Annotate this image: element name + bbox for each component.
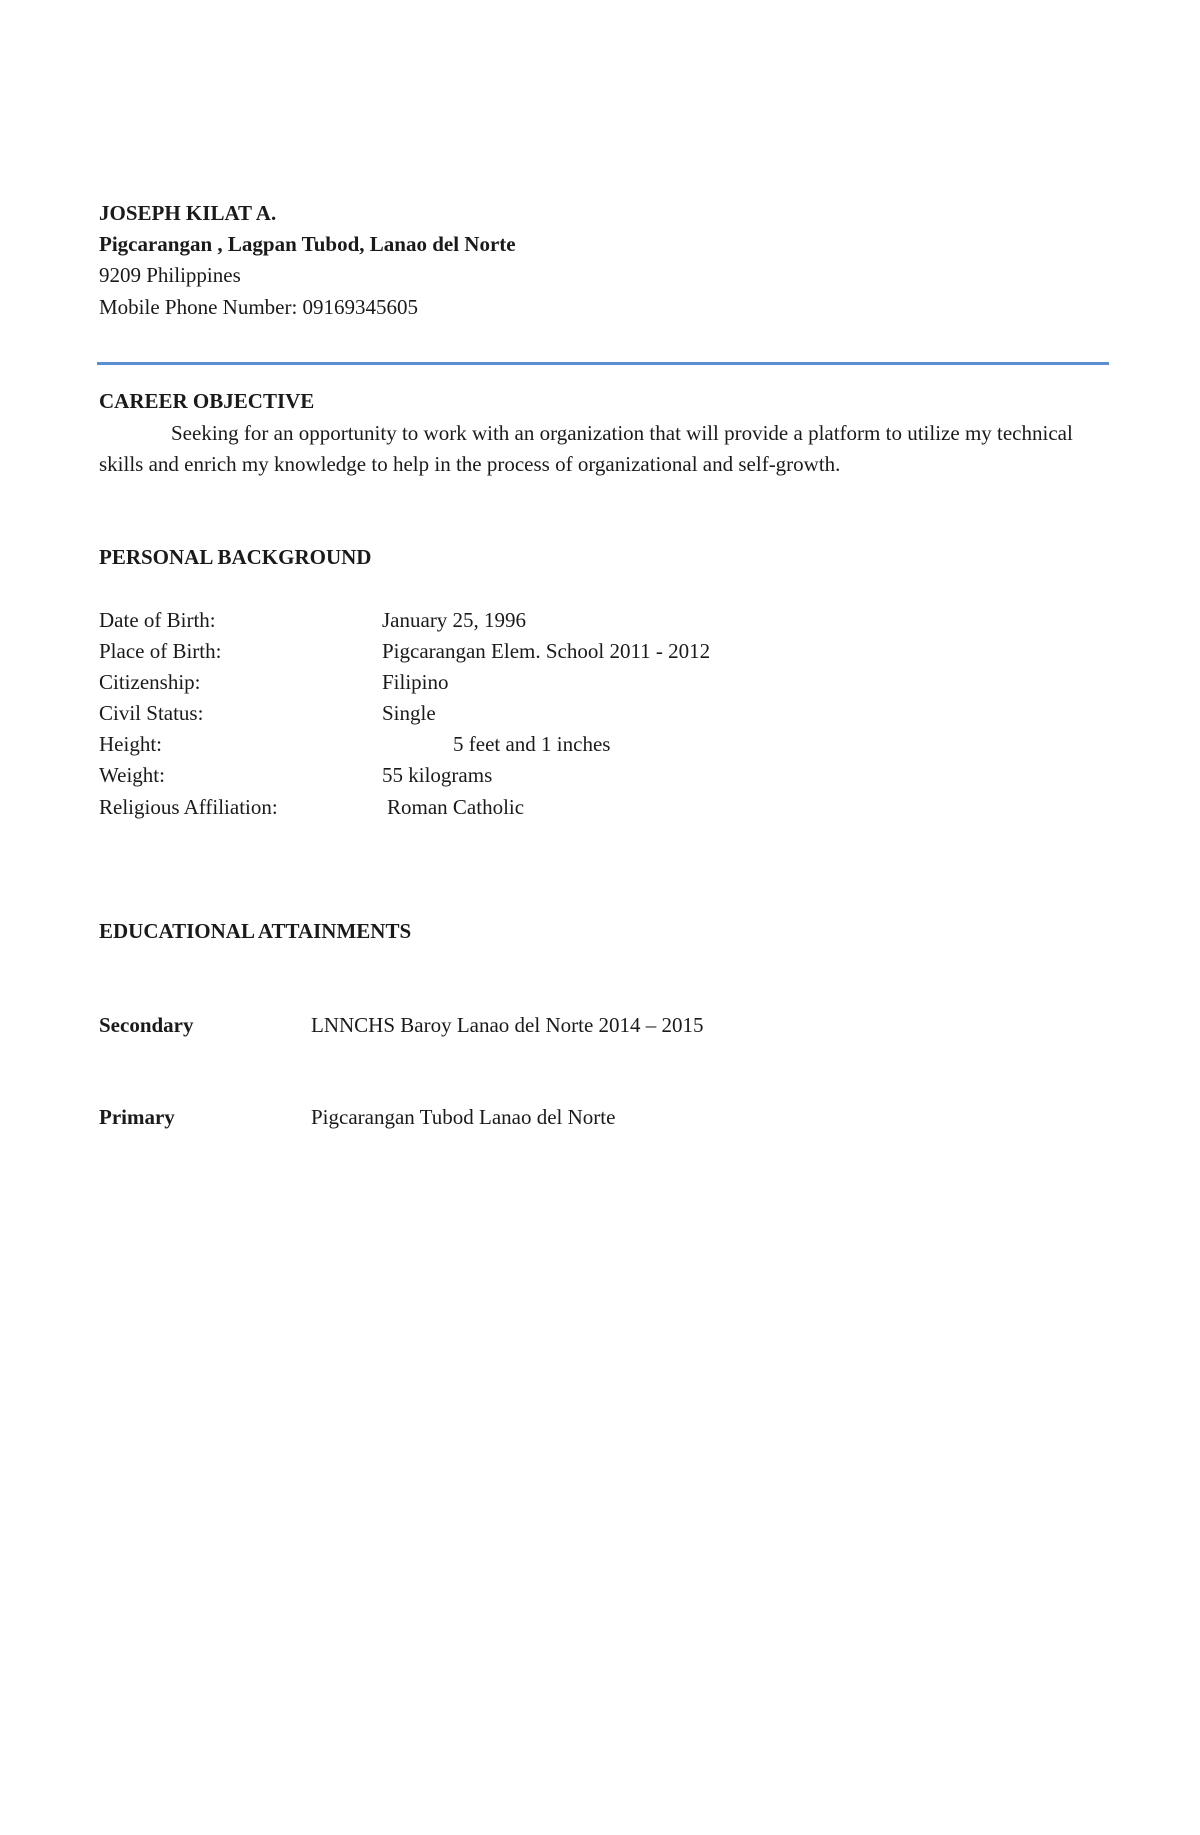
pb-value-place-of-birth: Pigcarangan Elem. School 2011 - 2012: [382, 639, 711, 663]
header-divider: [97, 362, 1109, 365]
applicant-phone: Mobile Phone Number: 09169345605: [99, 295, 419, 319]
pb-label-weight: Weight:: [99, 763, 165, 787]
pb-value-civil-status: Single: [382, 701, 436, 725]
pb-value-weight: 55 kilograms: [382, 763, 493, 787]
pb-label-religious-affiliation: Religious Affiliation:: [99, 795, 278, 819]
pb-label-date-of-birth: Date of Birth:: [99, 608, 216, 632]
personal-background-heading: PERSONAL BACKGROUND: [99, 545, 372, 569]
pb-label-citizenship: Citizenship:: [99, 670, 201, 694]
edu-label-primary: Primary: [99, 1105, 175, 1129]
applicant-address: Pigcarangan , Lagpan Tubod, Lanao del Norte: [99, 232, 516, 256]
pb-label-place-of-birth: Place of Birth:: [99, 639, 222, 663]
edu-label-secondary: Secondary: [99, 1013, 194, 1037]
applicant-name: JOSEPH KILAT A.: [99, 201, 277, 225]
pb-label-height: Height:: [99, 732, 162, 756]
applicant-postal: 9209 Philippines: [99, 263, 241, 287]
pb-value-citizenship: Filipino: [382, 670, 449, 694]
career-objective-text: Seeking for an opportunity to work with an organization that will provide a platform to utilize my technical skills and enrich my knowledge to help in the process of organizational and self-growth.: [99, 421, 1073, 476]
edu-value-secondary: LNNCHS Baroy Lanao del Norte 2014 – 2015: [311, 1013, 704, 1037]
pb-value-date-of-birth: January 25, 1996: [382, 608, 527, 632]
pb-label-civil-status: Civil Status:: [99, 701, 204, 725]
education-heading: EDUCATIONAL ATTAINMENTS: [99, 919, 412, 943]
career-objective-heading: CAREER OBJECTIVE: [99, 389, 315, 413]
pb-value-religious-affiliation: Roman Catholic: [387, 795, 525, 819]
edu-value-primary: Pigcarangan Tubod Lanao del Norte: [311, 1105, 616, 1129]
pb-value-height: 5 feet and 1 inches: [453, 732, 611, 756]
